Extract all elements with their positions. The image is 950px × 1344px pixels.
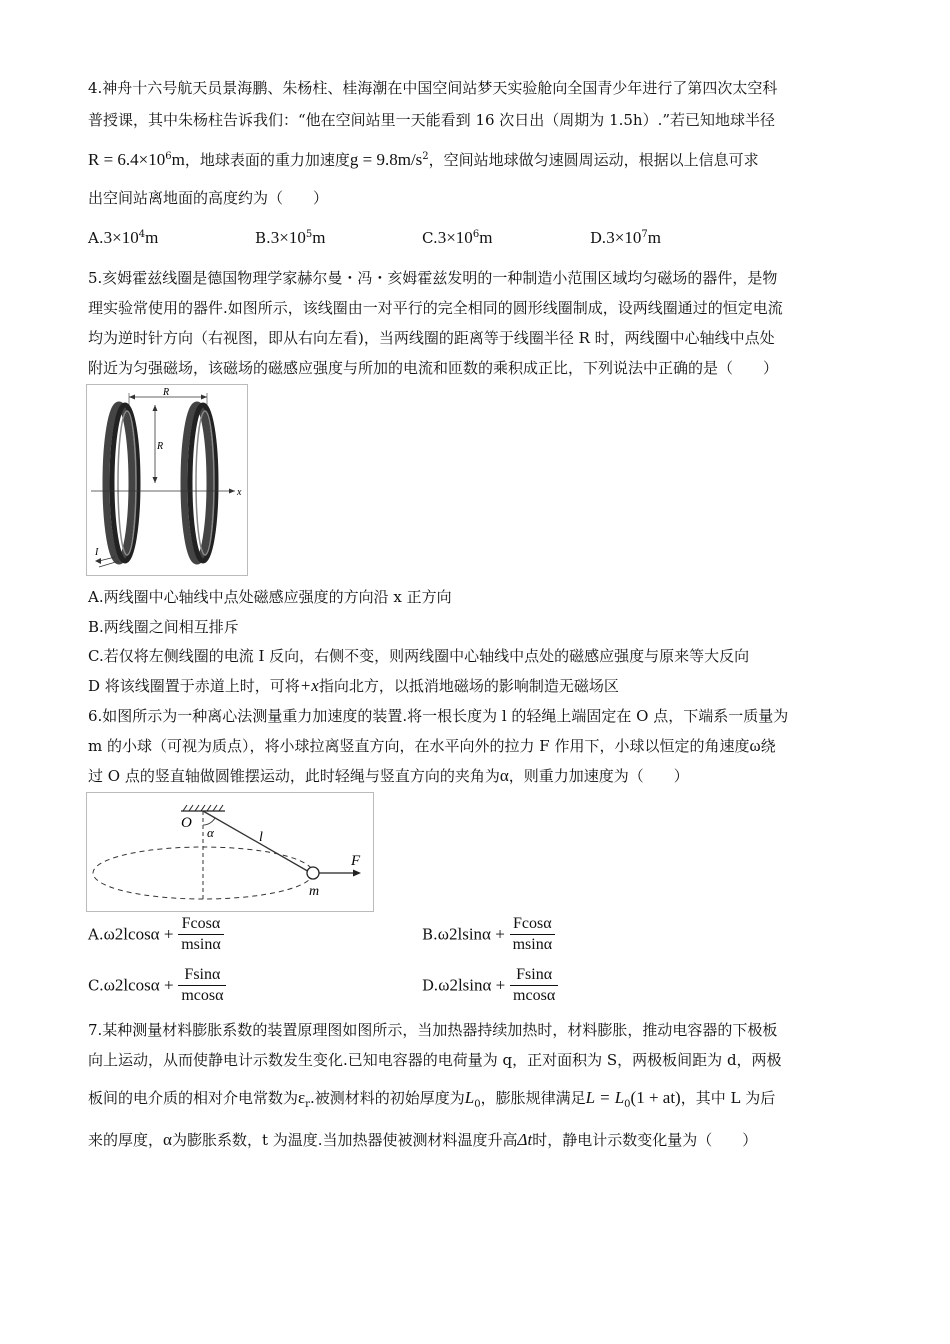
q5-line-3: 均为逆时针方向（右视图，即从右向左看)，当两线圈的距离等于线圈半径 R 时，两线圈中心轴线中点处 <box>88 329 775 347</box>
fig-angle-alpha: α <box>207 825 214 840</box>
q4-line-3 <box>88 147 759 170</box>
q6-option-c[interactable]: C.ω2lcosα + $\frac{Fsin\alpha}{mcos\alpha}$ <box>88 965 226 1006</box>
q4-option-a[interactable]: $A.3\times 10^4m$ <box>88 228 159 247</box>
q4-option-b[interactable]: $B.3\times 10^5m$ <box>255 228 326 247</box>
q5-option-c[interactable]: C.若仅将左侧线圈的电流 I 反向，右侧不变，则两线圈中心轴线中点处的磁感应强度与原来等大反向 <box>88 647 750 665</box>
q5-option-a[interactable]: A.两线圈中心轴线中点处磁感应强度的方向沿 x 正方向 <box>88 588 452 606</box>
q6-line-2: m 的小球（可视为质点），将小球拉离竖直方向，在水平向外的拉力 F 作用下，小球以恒定的角速度ω绕 <box>88 736 776 755</box>
helmholtz-coil-figure <box>86 384 248 576</box>
q5-option-b[interactable]: B.两线圈之间相互排斥 <box>88 618 239 636</box>
q4-line-4: 出空间站离地面的高度约为（ ） <box>88 189 329 207</box>
q6-option-a[interactable]: A.ω2lcosα + $\frac{Fcos\alpha}{msin\alpha}$ <box>88 914 224 955</box>
q7-line-4: 来的厚度，α为膨胀系数，t 为温度.当加热器使被测材料温度升高Δt时，静电计示数变化量为（ ） <box>88 1130 758 1149</box>
q5-line-4: 附近为匀强磁场，该磁场的磁感应强度与所加的电流和匝数的乘积成正比，下列说法中正确的是（ ） <box>88 359 779 377</box>
q4-option-c[interactable]: $C.3\times 10^6m$ <box>422 228 493 247</box>
fig-length-l: l <box>259 830 263 845</box>
q4-radius-expr: R = 6.4×10 <box>88 150 166 169</box>
q4-radius-unit: m <box>171 150 185 169</box>
q6-line-1: 6.如图所示为一种离心法测量重力加速度的装置.将一根长度为 l 的轻绳上端固定在 O 点，下端系一质量为 <box>88 707 789 725</box>
conical-pendulum-diagram <box>87 793 373 911</box>
conical-pendulum-figure <box>86 792 374 912</box>
fig-current-label: I <box>95 547 99 558</box>
q4-gravity-expr: g = 9.8m/s <box>349 150 423 169</box>
fig-force-f: F <box>351 853 361 869</box>
fig-r-top-label: R <box>163 387 170 398</box>
fig-r-side-label: R <box>157 441 164 452</box>
q4-option-d[interactable]: $D.3\times 10^7m$ <box>590 228 661 247</box>
helmholtz-coil-diagram <box>87 385 247 575</box>
fig-point-o: O <box>181 815 192 831</box>
q4-line-3-end: ，空间站地球做匀速圆周运动，根据以上信息可求 <box>428 151 759 169</box>
fig-mass-m: m <box>309 884 320 899</box>
q4-line-2: 普授课，其中朱杨柱告诉我们：“他在空间站里一天能看到 16 次日出（周期为 1.5h）.”若已知地球半径 <box>88 111 776 129</box>
q7-line-3: 板间的电介质的相对介电常数为$\varepsilon_r$.被测材料的初始厚度为$L_0$，膨胀规律满足$L = L_0(1 + at)$，其中 L 为后 <box>88 1088 776 1110</box>
q4-gravity-exp: 2 <box>422 151 429 162</box>
fig-x-label: x <box>237 487 242 498</box>
q6-option-d[interactable]: D.ω2lsinα + $\frac{Fsin\alpha}{mcos\alpha}$ <box>422 965 558 1006</box>
q6-line-3: 过 O 点的竖直轴做圆锥摆运动，此时轻绳与竖直方向的夹角为α，则重力加速度为（ ） <box>88 766 689 785</box>
q4-radius-exp: 6 <box>165 151 172 162</box>
q6-option-b[interactable]: B.ω2lsinα + $\frac{Fcos\alpha}{msin\alpha}$ <box>422 914 555 955</box>
q7-line-2: 向上运动，从而使静电计示数发生变化.已知电容器的电荷量为 q，正对面积为 S，两极板间距为 d，两极 <box>88 1051 782 1069</box>
q4-line-3-mid: ，地球表面的重力加速度 <box>184 151 350 169</box>
q5-line-1: 5.亥姆霍兹线圈是德国物理学家赫尔曼・冯・亥姆霍兹发明的一种制造小范围区域均匀磁场的器件，是物 <box>88 269 778 287</box>
q7-line-1: 7.某种测量材料膨胀系数的装置原理图如图所示，当加热器持续加热时，材料膨胀，推动电容器的下极板 <box>88 1021 778 1039</box>
q5-option-d[interactable]: D 将该线圈置于赤道上时，可将+x指向北方，以抵消地磁场的影响制造无磁场区 <box>88 676 619 695</box>
q4-line-1: 4.神舟十六号航天员景海鹏、朱杨柱、桂海潮在中国空间站梦天实验舱向全国青少年进行了第四次太空科 <box>88 79 778 97</box>
q5-line-2: 理实验常使用的器件.如图所示，该线圈由一对平行的完全相同的圆形线圈制成，设两线圈通过的恒定电流 <box>88 299 783 317</box>
